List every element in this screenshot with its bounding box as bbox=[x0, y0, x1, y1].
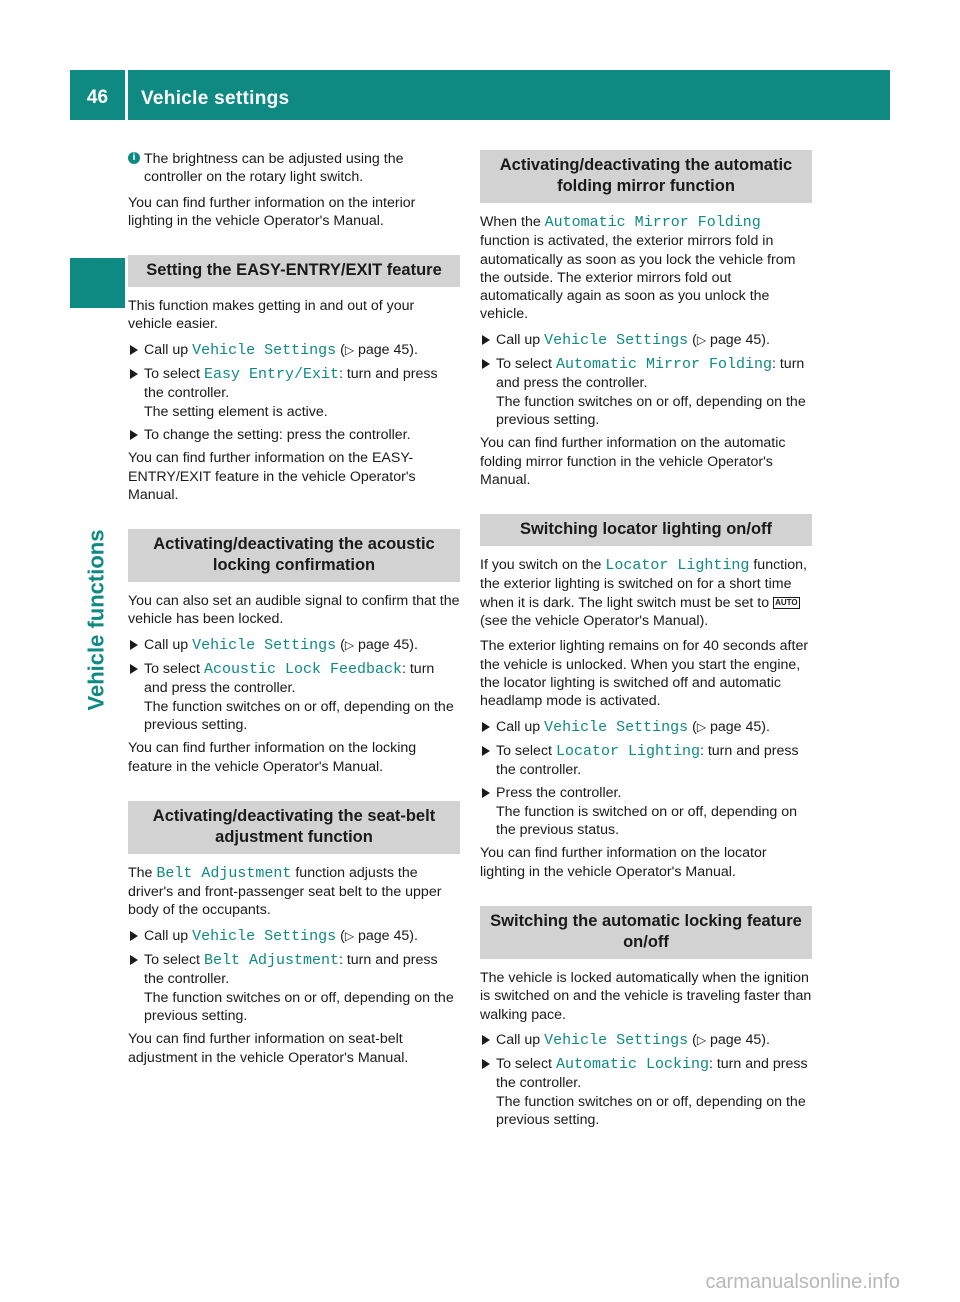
page-ref-icon: ▷ bbox=[696, 719, 707, 734]
page-ref-icon: ▷ bbox=[344, 637, 355, 652]
page-ref-icon: ▷ bbox=[344, 342, 355, 357]
step-item: To select Locator Lighting: turn and press the controller. bbox=[480, 742, 812, 780]
step-item: To select Automatic Mirror Folding: turn and press the controller. The function switches on or off, depending on the previous setting. bbox=[480, 355, 812, 429]
section-heading-acoustic-locking: Activating/deactivating the acoustic locking confirmation bbox=[128, 529, 460, 582]
step-arrow-icon bbox=[482, 722, 490, 732]
info-note bbox=[128, 150, 460, 187]
menu-item-ref: Easy Entry/Exit bbox=[203, 366, 339, 384]
paragraph: When the Automatic Mirror Folding function is activated, the exterior mirrors fold in automatically as soon as you lock the vehicle from the outside. The exterior mirrors fold out automatically again as soon as you unlock the vehicle. bbox=[480, 214, 796, 323]
paragraph: You can find further information on the automatic folding mirror function in the vehicle Operator's Manual. bbox=[480, 435, 786, 488]
section-heading-easy-entry: Setting the EASY-ENTRY/EXIT feature bbox=[128, 255, 460, 287]
step-arrow-icon bbox=[482, 359, 490, 369]
menu-item-ref: Locator Lighting bbox=[605, 557, 750, 575]
right-column bbox=[480, 150, 812, 1134]
page-ref-icon: ▷ bbox=[696, 1032, 707, 1047]
info-note-text: The brightness can be adjusted using the controller on the rotary light switch. bbox=[144, 151, 404, 186]
paragraph: The exterior lighting remains on for 40 seconds after the vehicle is unlocked. When you start the engine, the locator lighting is switched off and automatic headlamp mode is activated. bbox=[480, 638, 809, 710]
info-icon: i bbox=[128, 152, 140, 164]
paragraph: You can find further information on the EASY-ENTRY/EXIT feature in the vehicle Operator's Manual. bbox=[128, 450, 416, 503]
step-result: The function switches on or off, depending on the previous setting. bbox=[144, 698, 454, 733]
step-arrow-icon bbox=[130, 664, 138, 674]
paragraph: The Belt Adjustment function adjusts the driver's and front-passenger seat belt to the upper body of the occupants. bbox=[128, 864, 442, 919]
step-result: The function switches on or off, depending on the previous setting. bbox=[496, 1093, 806, 1128]
step-item: To select Automatic Locking: turn and press the controller. The function switches on or off, depending on the previous setting. bbox=[480, 1055, 812, 1129]
side-tab-marker bbox=[70, 258, 125, 308]
menu-item-ref: Automatic Locking bbox=[555, 1056, 709, 1074]
section-heading-locator-lighting: Switching locator lighting on/off bbox=[480, 514, 812, 546]
section-heading-seat-belt: Activating/deactivating the seat-belt adjustment function bbox=[128, 801, 460, 854]
paragraph: You can also set an audible signal to confirm that the vehicle has been locked. bbox=[128, 593, 460, 628]
menu-item-ref: Automatic Mirror Folding bbox=[555, 356, 772, 374]
menu-item-ref: Belt Adjustment bbox=[203, 952, 339, 970]
step-item: Call up Vehicle Settings (▷ page 45). bbox=[480, 718, 812, 737]
menu-item-ref: Vehicle Settings bbox=[544, 331, 689, 349]
step-arrow-icon bbox=[130, 640, 138, 650]
paragraph: If you switch on the Locator Lighting function, the exterior lighting is switched on for a short time when it is dark. The light switch must be set to AUTO (see the vehicle Operator's Manual). bbox=[480, 557, 807, 630]
page-ref-link[interactable]: page 45). bbox=[354, 341, 418, 358]
step-arrow-icon bbox=[482, 746, 490, 756]
step-arrow-icon bbox=[482, 788, 490, 798]
page-ref-icon: ▷ bbox=[344, 928, 355, 943]
side-label-text: Vehicle functions bbox=[83, 529, 108, 711]
step-arrow-icon bbox=[130, 430, 138, 440]
side-section-label bbox=[84, 520, 108, 720]
page-ref-link[interactable]: page 45). bbox=[706, 331, 770, 348]
section-heading-mirror-folding: Activating/deactivating the automatic folding mirror function bbox=[480, 150, 812, 203]
step-arrow-icon bbox=[130, 369, 138, 379]
step-arrow-icon bbox=[130, 955, 138, 965]
menu-item-ref: Vehicle Settings bbox=[192, 636, 337, 654]
paragraph: You can find further information on the locator lighting in the vehicle Operator's Manual. bbox=[480, 845, 767, 880]
page-ref-link[interactable]: page 45). bbox=[354, 636, 418, 653]
page-ref-icon: ▷ bbox=[696, 332, 707, 347]
section-heading-automatic-locking: Switching the automatic locking feature on/off bbox=[480, 906, 812, 959]
menu-item-ref: Vehicle Settings bbox=[544, 1031, 689, 1049]
auto-light-icon: AUTO bbox=[775, 597, 798, 607]
step-arrow-icon bbox=[482, 1035, 490, 1045]
menu-item-ref: Locator Lighting bbox=[555, 742, 700, 760]
page-ref-link[interactable]: page 45). bbox=[706, 1031, 770, 1048]
step-arrow-icon bbox=[130, 931, 138, 941]
step-item: To select Belt Adjustment: turn and press the controller. The function switches on or off, depending on the previous setting. bbox=[128, 951, 460, 1025]
step-item: Call up Vehicle Settings (▷ page 45). bbox=[128, 636, 460, 655]
page-number: 46 bbox=[86, 87, 109, 108]
step-arrow-icon bbox=[130, 345, 138, 355]
step-item: To change the setting: press the controller. bbox=[128, 426, 460, 444]
step-item: To select Easy Entry/Exit: turn and press the controller. The setting element is active. bbox=[128, 365, 460, 421]
menu-item-ref: Automatic Mirror Folding bbox=[544, 214, 761, 231]
page-ref-link[interactable]: page 45). bbox=[354, 927, 418, 944]
menu-item-ref: Vehicle Settings bbox=[192, 927, 337, 945]
step-item: Press the controller. The function is switched on or off, depending on the previous status. bbox=[480, 784, 812, 839]
paragraph: You can find further information on seat-belt adjustment in the vehicle Operator's Manual. bbox=[128, 1031, 409, 1066]
left-column bbox=[128, 150, 460, 1074]
menu-item-ref: Belt Adjustment bbox=[156, 864, 292, 882]
menu-item-ref: Vehicle Settings bbox=[192, 341, 337, 359]
step-result: The function switches on or off, depending on the previous setting. bbox=[496, 393, 806, 428]
step-item: Call up Vehicle Settings (▷ page 45). bbox=[128, 927, 460, 946]
step-item: To select Acoustic Lock Feedback: turn and press the controller. The function switches on or off, depending on the previous setting. bbox=[128, 660, 460, 734]
watermark: carmanualsonline.info bbox=[705, 1271, 900, 1293]
paragraph: You can find further information on the interior lighting in the vehicle Operator's Manual. bbox=[128, 194, 416, 229]
step-result: The function switches on or off, depending on the previous setting. bbox=[144, 989, 454, 1024]
step-result: The function is switched on or off, depending on the previous status. bbox=[496, 803, 798, 839]
step-item: Call up Vehicle Settings (▷ page 45). bbox=[128, 341, 460, 360]
paragraph: This function makes getting in and out of your vehicle easier. bbox=[128, 298, 415, 333]
paragraph: You can find further information on the locking feature in the vehicle Operator's Manual. bbox=[128, 740, 417, 775]
menu-item-ref: Vehicle Settings bbox=[544, 718, 689, 736]
step-arrow-icon bbox=[482, 1059, 490, 1069]
step-result: The setting element is active. bbox=[144, 403, 328, 420]
header-divider bbox=[125, 70, 128, 120]
step-item: Call up Vehicle Settings (▷ page 45). bbox=[480, 1031, 812, 1050]
step-arrow-icon bbox=[482, 335, 490, 345]
step-item: Call up Vehicle Settings (▷ page 45). bbox=[480, 331, 812, 350]
page-title: Vehicle settings bbox=[141, 88, 290, 109]
paragraph: The vehicle is locked automatically when the ignition is switched on and the vehicle is traveling faster than walking pace. bbox=[480, 969, 812, 1023]
menu-item-ref: Acoustic Lock Feedback bbox=[203, 661, 402, 679]
page-ref-link[interactable]: page 45). bbox=[706, 718, 770, 735]
